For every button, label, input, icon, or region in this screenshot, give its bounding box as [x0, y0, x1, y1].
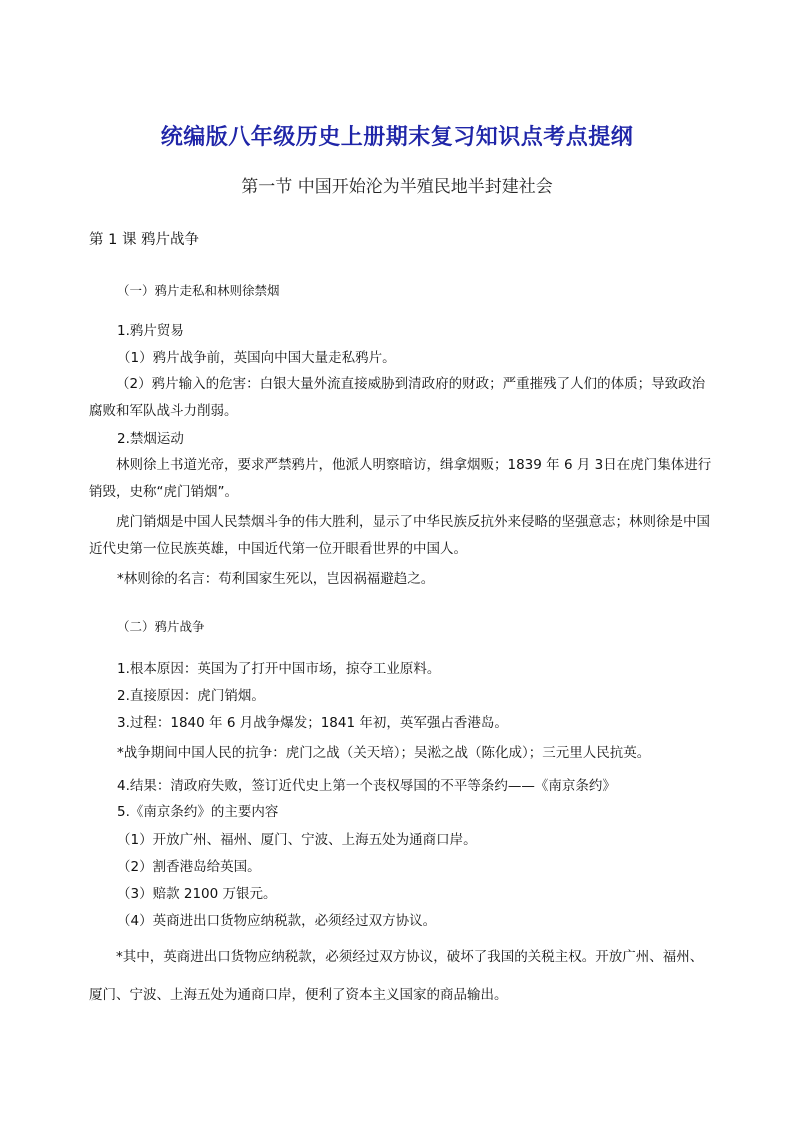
- list-item: （3）赔款 2100 万银元。: [117, 886, 277, 902]
- item-paragraph: （2）鸦片输入的危害：白银大量外流直接威胁到清政府的财政；严重摧残了人们的体质；导致政治腐败和军队战斗力削弱。: [89, 376, 706, 419]
- list-item: （1）开放广州、福州、厦门、宁波、上海五处为通商口岸。: [117, 832, 477, 848]
- list-item: （2）割香港岛给英国。: [117, 859, 261, 875]
- note-paragraph: *其中，英商进出口货物应纳税款，必须经过双方协议，破坏了我国的关税主权。开放广州、福州、厦门、宁波、上海五处为通商口岸，便利了资本主义国家的商品输出。: [89, 949, 704, 1003]
- quote-text: *林则徐的名言：苟利国家生死以，岂因祸福避趋之。: [117, 571, 435, 587]
- section-heading-2: （二）鸦片战争: [117, 619, 205, 634]
- item-title-ban: 2.禁烟运动: [117, 431, 184, 447]
- item-text: *战争期间中国人民的抗争：虎门之战（关天培）；吴淞之战（陈化成）；三元里人民抗英。: [117, 745, 651, 761]
- page-subtitle: 第一节 中国开始沦为半殖民地半封建社会: [241, 177, 553, 197]
- item-title-treaty: 5.《南京条约》的主要内容: [117, 804, 279, 820]
- item-text: 1.根本原因：英国为了打开中国市场，掠夺工业原料。: [117, 661, 441, 677]
- page-title: 统编版八年级历史上册期末复习知识点考点提纲: [160, 125, 634, 150]
- item-text: 4.结果：清政府失败，签订近代史上第一个丧权辱国的不平等条约——《南京条约》: [117, 778, 616, 794]
- lesson-title: 第 1 课 鸦片战争: [89, 232, 200, 248]
- item-paragraph: 林则徐上书道光帝，要求严禁鸦片，他派人明察暗访，缉拿烟贩；1839 年 6 月 3日在虎门集体进行销毁，史称“虎门销烟”。: [89, 457, 712, 500]
- item-text: 2.直接原因：虎门销烟。: [117, 688, 265, 704]
- list-item: （4）英商进出口货物应纳税款，必须经过双方协议。: [117, 913, 437, 929]
- item-text: 3.过程：1840 年 6 月战争爆发；1841 年初，英军强占香港岛。: [117, 715, 508, 731]
- item-title-opium-trade: 1.鸦片贸易: [117, 323, 184, 339]
- item-paragraph: 虎门销烟是中国人民禁烟斗争的伟大胜利，显示了中华民族反抗外来侵略的坚强意志；林则徐是中国近代史第一位民族英雄，中国近代第一位开眼看世界的中国人。: [89, 514, 710, 557]
- section-heading-1: （一）鸦片走私和林则徐禁烟: [117, 283, 280, 298]
- item-text: （1）鸦片战争前，英国向中国大量走私鸦片。: [117, 350, 396, 366]
